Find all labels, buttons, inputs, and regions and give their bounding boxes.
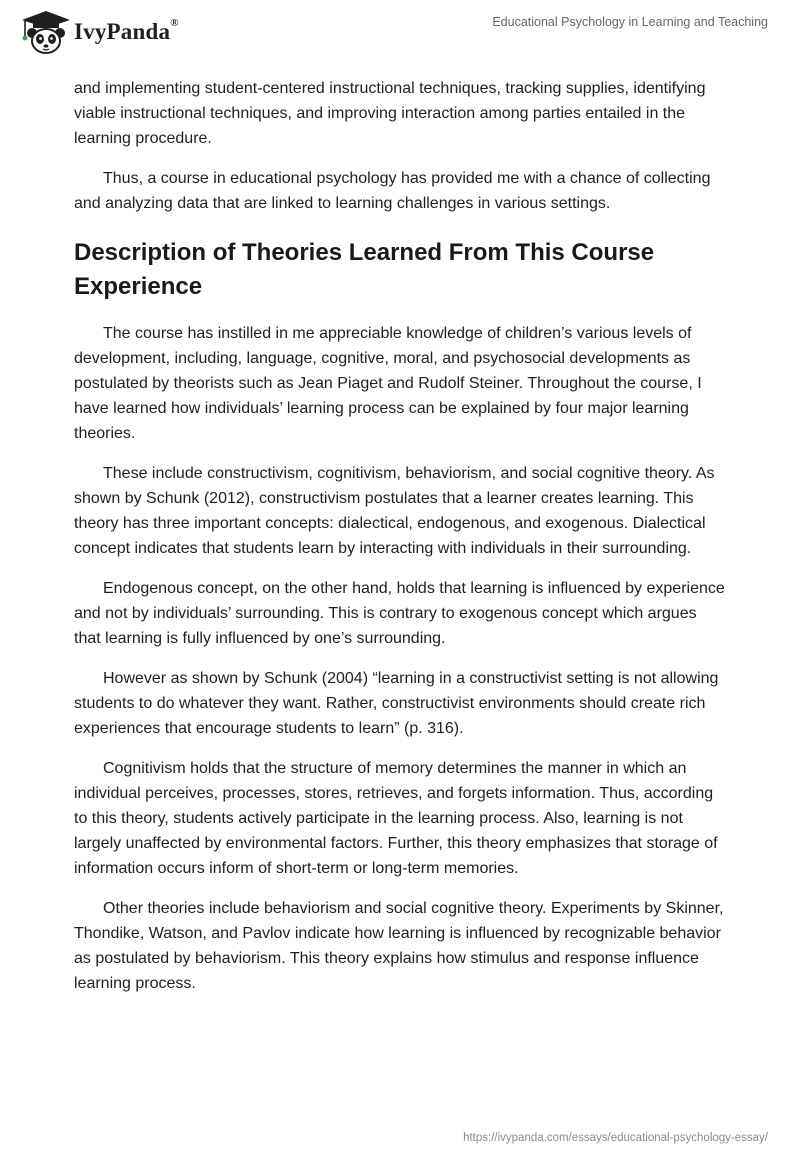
section-heading: Description of Theories Learned From This Course Experience	[74, 239, 655, 300]
paragraph: Other theories include behaviorism and social cognitive theory. Experiments by Skinner, Thondike, Watson, and Pavlov indicate how learning is influenced by recognizable behavior as postulated by behaviorism. This theory explains how stimulus and response influence learning process.	[74, 900, 724, 992]
ivypanda-logo[interactable]	[16, 8, 179, 56]
paragraph: However as shown by Schunk (2004) “learning in a constructivist setting is not allowing students to do whatever they want. Rather, constructivist environments should create rich experiences that encourage students to learn” (p. 316).	[74, 670, 719, 737]
paragraph: These include constructivism, cognitivism, behaviorism, and social cognitive theory. As shown by Schunk (2012), constructivism postulates that a learner creates learning. This theory has three important concepts: dialectical, endogenous, and exogenous. Dialectical concept indicates that students learn by interacting with individuals in their surrounding.	[74, 465, 715, 557]
brand-name: IvyPanda®	[74, 17, 179, 44]
source-url-link[interactable]: https://ivypanda.com/essays/educational-psychology-essay/	[463, 1132, 768, 1144]
paragraph: Cognitivism holds that the structure of memory determines the manner in which an individual perceives, processes, stores, retrieves, and forgets information. Thus, according to this theory, students actively participate in the learning process. Also, learning is not largely unaffected by environmental factors. Further, this theory emphasizes that storage of information occurs inform of short-term or long-term memories.	[74, 760, 718, 877]
paragraph: The course has instilled in me appreciable knowledge of children’s various levels of development, including, language, cognitive, moral, and psychosocial developments as postulated by theorists such as Jean Piaget and Rudolf Steiner. Throughout the course, I have learned how individuals’ learning process can be explained by four major learning theories.	[74, 325, 702, 442]
paragraph: Thus, a course in educational psychology has provided me with a chance of collecting and analyzing data that are linked to learning challenges in various settings.	[74, 170, 711, 212]
paragraph: Endogenous concept, on the other hand, holds that learning is influenced by experience and not by individuals’ surrounding. This is contrary to exogenous concept which argues that learning is fully influenced by one’s surrounding.	[74, 580, 725, 647]
panda-graduation-cap-icon	[16, 8, 72, 56]
document-title: Educational Psychology in Learning and Teaching	[492, 15, 768, 29]
essay-content	[74, 76, 726, 1011]
page-header	[0, 0, 800, 64]
paragraph: and implementing student-centered instructional techniques, tracking supplies, identifying viable instructional techniques, and improving interaction among parties entailed in the learning procedure.	[74, 80, 706, 147]
